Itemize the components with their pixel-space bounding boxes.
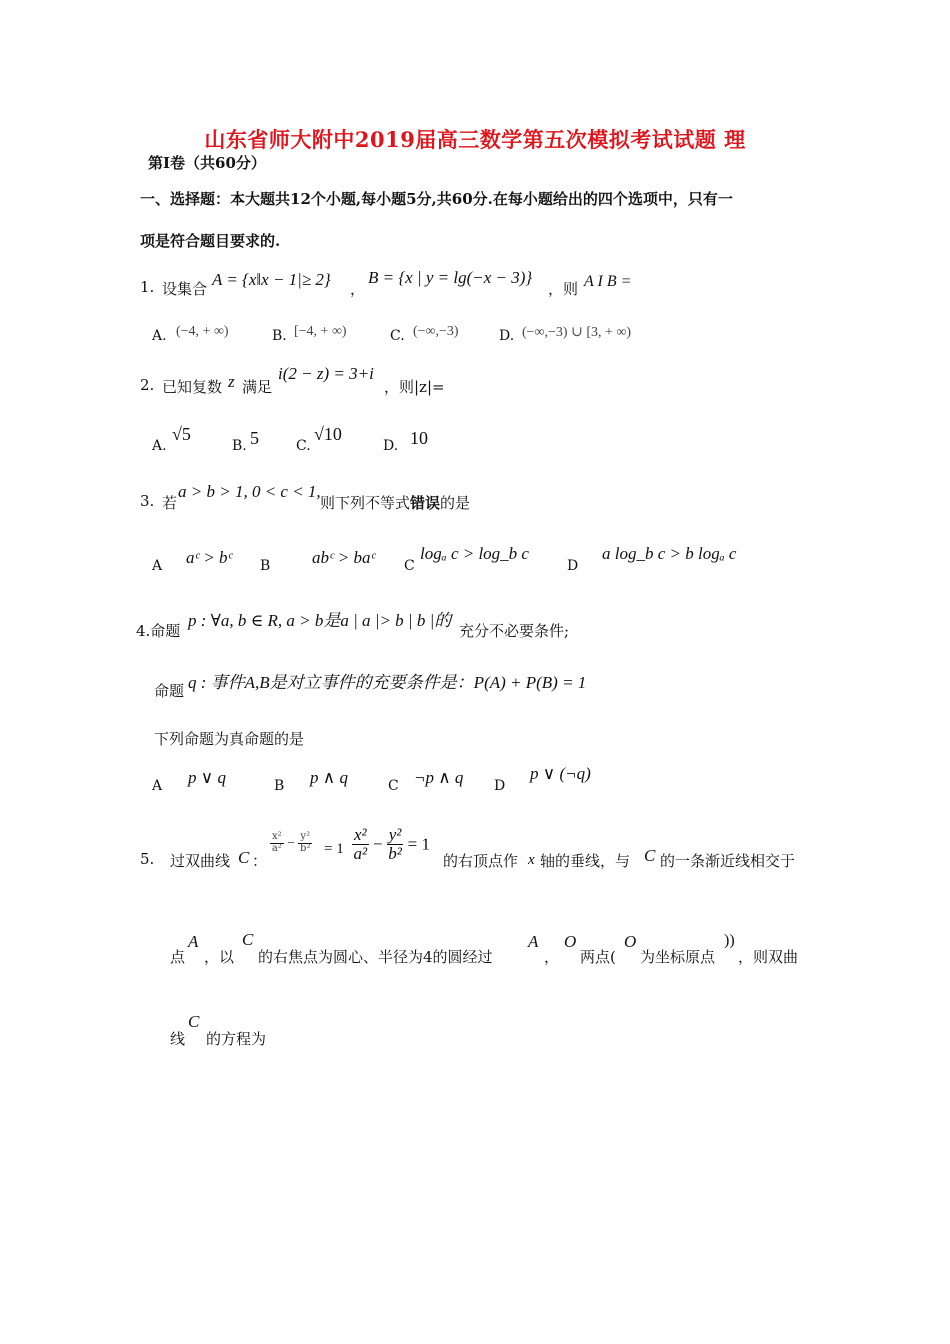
q4-p-suffix: 充分不必要条件; [459,622,570,640]
q2-mid: 满足 [242,378,273,396]
q3-number: 3. [140,492,155,510]
q3-option-a-value: aᶜ > bᶜ [186,548,232,567]
small-eq-term1-num: x² [272,831,282,842]
q5-line2-c: 的右焦点为圆心、半径为4的圆经过 [258,948,493,966]
big-eq-term1-num: x² [354,825,367,844]
q4-p-prefix: 4.命题 [136,622,181,640]
q5-line1-c: 轴的垂线，与 [540,852,631,870]
q1-option-b-label: B. [272,328,287,344]
q4-option-b-value: p ∧ q [310,768,348,787]
q4-option-c-label: C [388,778,399,794]
q5-curve-4: C [188,1012,200,1031]
small-eq-term2-den: b² [300,842,311,854]
q1-set-a: A = {x‖x − 1|≥ 2} [212,270,331,289]
instructions-line-1: 一、选择题：本大题共12个小题,每小题5分,共60分.在每小题给出的四个选项中，只有一 [140,190,733,208]
q2-suffix: ，则|z|= [384,378,445,396]
q4-option-c-value: ¬p ∧ q [414,768,464,787]
q1-option-b-value: [−4, + ∞) [294,324,347,339]
q1-option-d-label: D. [499,328,515,344]
q5-line1-d: 的一条渐近线相交于 [660,852,796,870]
q4-question: 下列命题为真命题的是 [154,730,305,748]
q3-emphasis: 错误 [410,494,441,512]
q5-point-o-2: O [624,932,637,951]
q5-small-equation: $\frac{\text{x²}}{\text{a²}}$ − $\frac{\text{y²}}{\text{b²}}$ [271,831,311,854]
q1-expr: A I B = [584,273,632,290]
q1-option-c-value: (−∞,−3) [413,324,459,339]
q2-option-b-label: B. [232,438,247,454]
q3-option-b-value: abᶜ > baᶜ [312,548,375,567]
q1-option-a-value: (−4, + ∞) [176,324,229,339]
small-eq-term1-den: a² [271,842,282,854]
q2-option-d-value: 10 [410,428,428,448]
q5-point-a-2: A [528,932,539,951]
q5-line2-f: 为坐标原点 [640,948,716,966]
q5-big-equation [352,826,430,863]
q4-option-d-label: D [494,778,506,794]
q5-curve-2: C [644,846,656,865]
q3-condition: a > b > 1, 0 < c < 1, [178,482,321,501]
q3-option-b-label: B [260,558,271,574]
q3-option-a-label: A [152,558,163,574]
q3-suffix-b: 的是 [440,494,471,512]
q5-line3-a: 线 [170,1030,186,1048]
q2-option-c-label: C. [296,438,311,454]
q1-option-d-value: (−∞,−3) ∪ [3, + ∞) [522,325,632,340]
q3-suffix-a: 则下列不等式 [320,494,411,512]
q2-number: 2. [140,376,155,394]
q5-line2-a: 点 [170,948,186,966]
q5-point-a: A [188,932,199,951]
big-eq-term1-den: a² [353,843,368,863]
q5-line2-g: ，则双曲 [738,948,799,966]
q5-point-o: O [564,932,577,951]
q5-line2-e: 两点( [580,948,616,966]
q2-option-a-value: √5 [172,424,191,444]
q3-prefix: 若 [162,494,178,512]
q2-option-a-label: A. [152,438,167,454]
q2-option-c-value: √10 [314,424,342,444]
instructions-line-2: 项是符合题目要求的. [140,232,281,250]
big-eq-term2-den: b² [388,843,402,863]
q3-option-d-label: D [567,558,579,574]
q5-small-rhs: = 1 [324,841,344,857]
small-eq-term2-num: y² [300,831,311,842]
q2-option-b-value: 5 [250,428,259,448]
q4-q-prefix: 命题 [154,682,185,700]
q5-axis: x [528,852,535,868]
q2-option-d-label: D. [383,438,399,454]
q5-line1-b: 的右顶点作 [443,852,519,870]
document-title: 山东省师大附中2019届高三数学第五次模拟考试试题 理 [204,127,746,152]
q4-q-body: q : 事件A,B是对立事件的充要条件是：P(A) + P(B) = 1 [188,673,587,692]
q2-prefix: 已知复数 [162,378,223,396]
q1-set-b: B = {x | y = lg(−x − 3)} [368,268,533,287]
q3-option-c-value: logₐ c > log_b c [420,544,529,563]
q4-option-b-label: B [274,778,285,794]
q4-option-a-label: A [152,778,163,794]
q3-option-c-label: C [404,558,415,574]
q5-curve-3: C [242,930,254,949]
q1-option-a-label: A. [152,328,167,344]
q5-line2-d: ， [544,948,560,966]
q5-curve: C [238,848,250,867]
q5-paren: )) [724,932,735,949]
q2-var: z [228,372,235,391]
q5-number: 5. [140,850,155,868]
q1-option-c-label: C. [390,328,405,344]
q4-option-a-value: p ∨ q [188,768,226,787]
q4-p-body: p : ∀a, b ∈ R, a > b是a | a |> b | b |的 [188,611,452,630]
q1-comma: ， [350,280,366,298]
q3-option-d-value: a log_b c > b logₐ c [602,544,737,563]
q1-number: 1. [140,278,155,296]
big-eq-rhs: = 1 [407,834,430,854]
q1-prefix: 设集合 [162,280,208,298]
q5-line2-b: ，以 [204,948,235,966]
q5-line1-a: 过双曲线 [170,852,231,870]
q1-suffix: ，则 [548,280,579,298]
q5-line3-b: 的方程为 [206,1030,267,1048]
q4-option-d-value: p ∨ (¬q) [530,764,591,783]
big-eq-term2-num: y² [388,825,402,844]
big-eq-minus: − [372,834,383,854]
q2-equation: i(2 − z) = 3+i [278,364,374,383]
q5-colon: ： [252,852,268,870]
section-header: 第Ⅰ卷（共60分） [148,154,266,172]
